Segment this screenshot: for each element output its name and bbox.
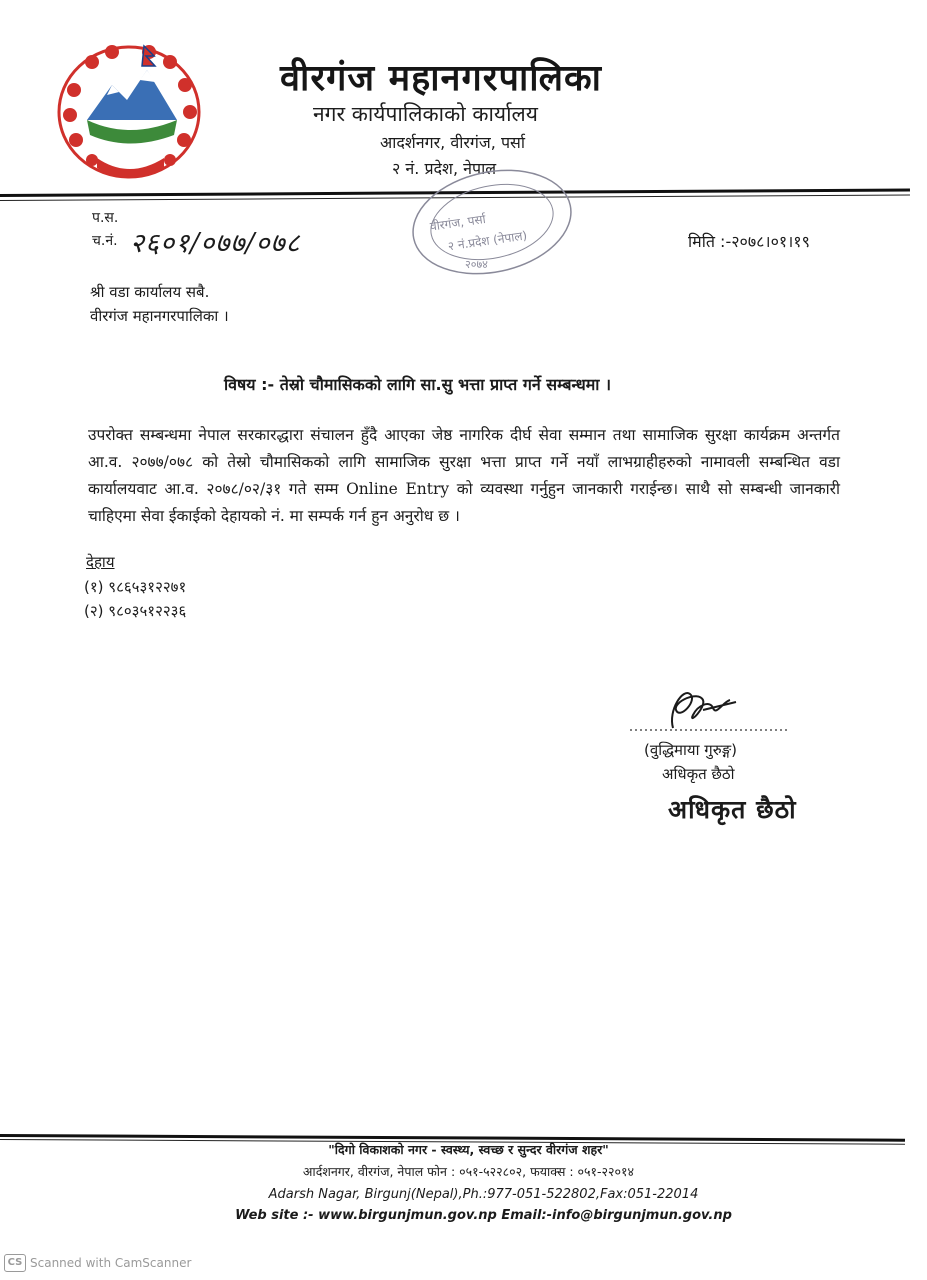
office-subtitle: नगर कार्यपालिकाको कार्यालय [313,102,538,126]
office-province: २ नं. प्रदेश, नेपाल [392,159,497,178]
camscanner-icon: CS [4,1254,26,1272]
footer-web-email: Web site :- www.birgunjmun.gov.np Email:-info@birgunjmun.gov.np [235,1208,732,1223]
letter-subject: विषय :- तेस्रो चौमासिकको लागि सा.सु भत्ता प्राप्त गर्ने सम्बन्धमा । [224,375,612,394]
ps-label: प.स. [92,210,119,226]
scanner-watermark [4,1254,191,1272]
footer-english-contact: Adarsh Nagar, Birgunj(Nepal),Ph.:977-051-522802,Fax:051-22014 [268,1187,699,1202]
office-stamp-icon [400,162,585,280]
signatory-stamp: अधिकृत छैठो [668,795,797,824]
nepal-emblem-icon [52,40,207,185]
office-address: आदर्शनगर, वीरगंज, पर्सा [380,133,526,152]
recipient-line-2: वीरगंज महानगरपालिका । [90,307,229,325]
contact-phone-2: (२) ९८०३५१२२३६ [84,602,187,620]
letter-body: उपरोक्त सम्बन्धमा नेपाल सरकारद्धारा संचालन हुँदै आएका जेष्ठ नागरिक दीर्घ सेवा सम्मान तथा सामाजिक सुरक्षा कार्यक्रम अन्तर्गत आ.व. २०७७/०७८ को तेस्रो चौमासिकको लागि सामाजिक सुरक्षा भत्ता प्राप्त गर्ने नयाँ लाभग्राहीहरुको नामावली सम्बन्धित वडा कार्यालयवाट आ.व. २०७८/०२/३१ गते सम्म Online Entry को व्यवस्था गर्नुहुन जानकारी गराईन्छ। साथै सो सम्बन्धी जानकारी चाहिएमा सेवा ईकाईको देहायको नं. मा सम्पर्क गर्न हुन अनुरोध छ । [88,426,840,525]
recipient-line-1: श्री वडा कार्यालय सबै. [90,283,210,301]
cn-value: २६०१/०७७/०७८ [130,228,301,259]
scanner-watermark-text: Scanned with CamScanner [30,1256,192,1270]
signatory-name: (वुद्धिमाया गुरुङ्ग) [644,741,738,759]
footer-slogan: "दिगो विकाशको नगर - स्वस्थ्य, स्वच्छ र सुन्दर वीरगंज शहर" [328,1142,609,1157]
cn-label: च.नं. [92,233,118,249]
contacts-heading: देहाय [86,553,115,571]
svg-text:वीरगंज, पर्सा: वीरगंज, पर्सा [429,211,487,234]
letter-date: मिति :-२०७८।०१।१९ [688,232,810,251]
svg-text:२०७४: २०७४ [465,258,488,271]
office-title: वीरगंज महानगरपालिका [280,58,602,99]
signatory-post: अधिकृत छैठो [662,765,735,783]
footer-nepali-contact: आर्दशनगर, वीरगंज, नेपाल फोन : ०५१-५२२८०२, फयाक्स : ०५१-२२०१४ [302,1164,635,1179]
contact-phone-1: (१) ९८६५३१२२७१ [84,578,187,596]
svg-text:२ नं.प्रदेश (नेपाल): २ नं.प्रदेश (नेपाल) [446,228,528,254]
handwritten-signature [628,680,793,740]
